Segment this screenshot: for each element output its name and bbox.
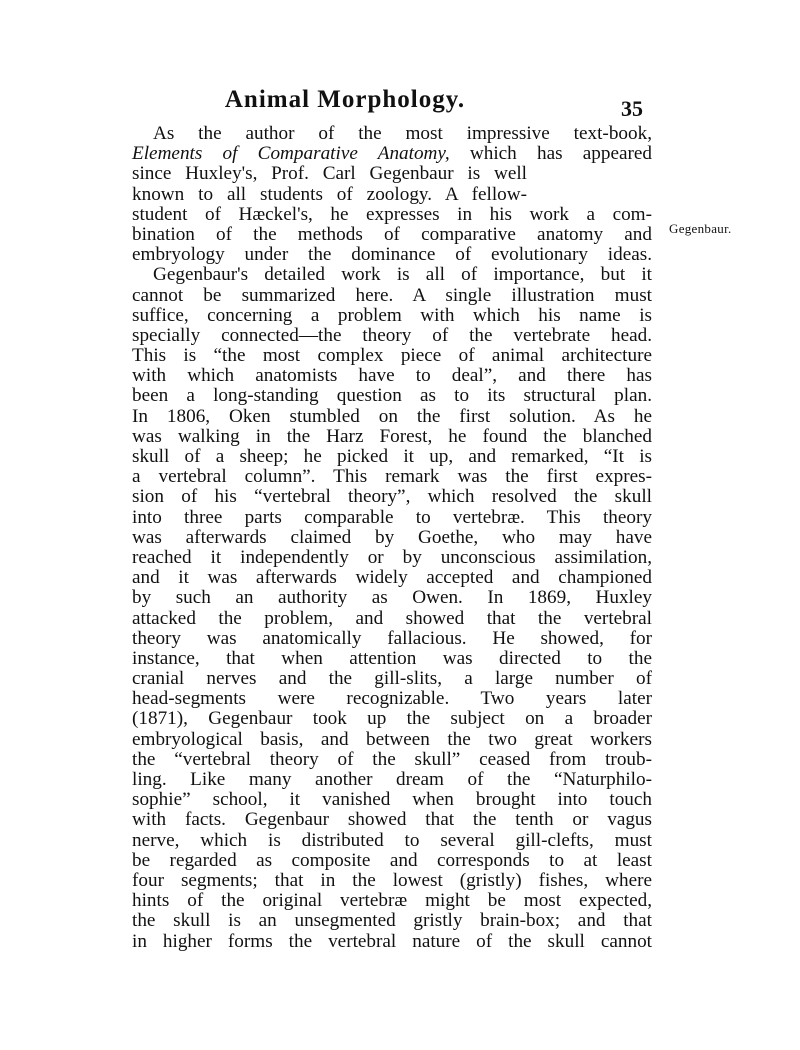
text-line-content: attacked the problem, and showed that the vertebral [132, 607, 652, 629]
text-line [132, 871, 652, 891]
text-line-content: skull of a sheep; he picked it up, and remarked, “It is [132, 446, 652, 467]
text-line-content: was walking in the Harz Forest, he found the blanched [132, 425, 652, 447]
text-line-content: with which anatomists have to deal”, and there has [132, 365, 652, 387]
text-line-content: the “vertebral theory of the skull” ceased from troub- [132, 748, 652, 770]
text-line [132, 891, 652, 911]
text-line [132, 286, 652, 306]
text-line-content: As the author of the most impressive text-book, [153, 123, 652, 144]
text-line-content: student of Hæckel's, he expresses in his work a com- [132, 203, 652, 225]
text-line-content: cranial nerves and the gill-slits, a large number of [132, 668, 652, 690]
text-line [132, 265, 652, 285]
text-line [132, 326, 652, 346]
text-line-content: embryology under the dominance of evolutionary ideas. [132, 244, 652, 266]
text-line-content: since Huxley's, Prof. Carl Gegenbaur is well [132, 163, 527, 185]
text-line-content: suffice, concerning a problem with which his name is [132, 304, 652, 326]
text-line-content: This is “the most complex piece of animal architecture [132, 345, 652, 367]
text-line [132, 508, 652, 528]
text-line [132, 851, 652, 871]
text-line [132, 185, 652, 205]
text-line-content [132, 144, 652, 164]
text-line [132, 306, 652, 326]
text-line-content: four segments; that in the lowest (gristly) fishes, where [132, 869, 652, 891]
text-line-content: into three parts comparable to vertebræ. This theory [132, 506, 652, 528]
text-line [132, 467, 652, 487]
text-line-content: ling. Like many another dream of the “Naturphilo- [132, 769, 652, 790]
text-line [132, 407, 652, 427]
text-line [132, 245, 652, 265]
text-line-content: with facts. Gegenbaur showed that the tenth or vagus [132, 809, 652, 831]
text-line-content: the skull is an unsegmented gristly brain-box; and that [132, 910, 652, 932]
running-head [0, 86, 800, 120]
text-line-content: be regarded as composite and corresponds to at least [132, 849, 652, 871]
text-line [132, 588, 652, 608]
text-line [132, 649, 652, 669]
text-line [132, 911, 652, 931]
text-line-content: embryological basis, and between the two great workers [132, 728, 652, 750]
text-line [132, 568, 652, 588]
text-line-content: bination of the methods of comparative anatomy and [132, 223, 652, 245]
text-line-content: specially connected—the theory of the vertebrate head. [132, 324, 652, 346]
text-line [132, 427, 652, 447]
text-line [132, 689, 652, 709]
margin-note: Gegenbaur. [669, 221, 732, 237]
text-line-content: hints of the original vertebræ might be most expected, [132, 890, 652, 912]
text-line-content: instance, that when attention was directed to the [132, 647, 652, 669]
text-line-content: and it was afterwards widely accepted and championed [132, 567, 652, 589]
text-line-content: sion of his “vertebral theory”, which resolved the skull [132, 486, 652, 508]
text-line-content: nerve, which is distributed to several gill-clefts, must [132, 829, 652, 851]
text-line [132, 124, 652, 144]
text-line [132, 487, 652, 507]
text-line [132, 810, 652, 830]
text-line [132, 144, 652, 164]
text-line [132, 770, 652, 790]
text-line [132, 609, 652, 629]
text-line [132, 205, 652, 225]
text-line [132, 528, 652, 548]
text-line [132, 932, 652, 952]
text-line-rest: which has appeared [449, 143, 652, 165]
text-line-content: known to all students of zoology. A fellow- [132, 183, 527, 205]
text-line-content: reached it independently or by unconscious assimilation, [132, 546, 652, 568]
text-line-content: a vertebral column”. This remark was the first expres- [132, 466, 652, 488]
text-line-content: in higher forms the vertebral nature of the skull cannot [132, 930, 652, 952]
text-line [132, 629, 652, 649]
book-title-italic: Elements of Comparative Anatomy, [132, 143, 450, 165]
text-line-content: In 1806, Oken stumbled on the first solution. As he [132, 405, 652, 427]
text-line-content: head-segments were recognizable. Two years later [132, 688, 652, 710]
text-line [132, 750, 652, 770]
page-number: 35 [621, 96, 643, 121]
text-line-content: by such an authority as Owen. In 1869, Huxley [132, 587, 652, 609]
text-line [132, 669, 652, 689]
text-line-content: sophie” school, it vanished when brought into touch [132, 789, 652, 811]
text-line [132, 548, 652, 568]
text-line [132, 790, 652, 810]
body-text [132, 123, 732, 952]
text-line-content: cannot be summarized here. A single illustration must [132, 284, 652, 306]
text-line-content: Gegenbaur's detailed work is all of importance, but it [153, 264, 652, 286]
text-line-content: been a long-standing question as to its structural plan. [132, 385, 652, 407]
text-line [132, 709, 652, 729]
text-line [132, 730, 652, 750]
text-line-content: (1871), Gegenbaur took up the subject on a broader [132, 708, 652, 730]
text-line-content: theory was anatomically fallacious. He showed, for [132, 627, 652, 649]
text-line-content: was afterwards claimed by Goethe, who may have [132, 526, 652, 548]
text-line [132, 386, 652, 406]
text-line [132, 346, 652, 366]
text-line [132, 366, 652, 386]
text-line [132, 447, 652, 467]
text-line [132, 831, 652, 851]
text-line [132, 225, 652, 245]
page-title: Animal Morphology. [224, 86, 466, 113]
